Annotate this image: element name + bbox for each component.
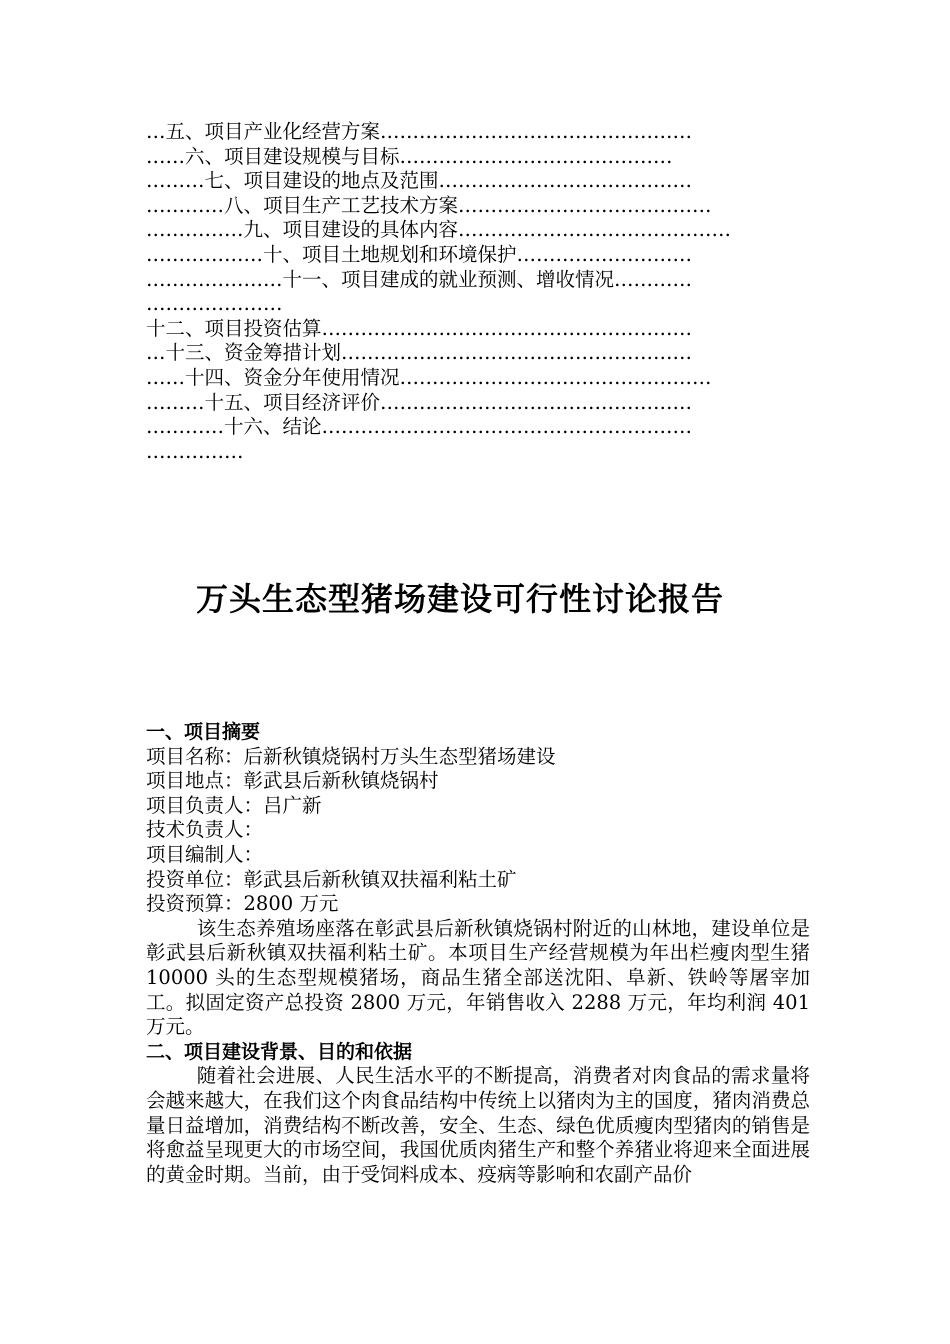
summary-field: 项目编制人： xyxy=(146,842,264,866)
summary-field: 投资单位：彰武县后新秋镇双扶福利粘土矿 xyxy=(146,867,517,891)
toc-line: …………… xyxy=(146,439,244,463)
summary-field: 技术负责人： xyxy=(146,818,264,842)
section-heading: 二、项目建设背景、目的和依据 xyxy=(146,1040,413,1063)
background-paragraph: 随着社会进展、人民生活水平的不断提高，消费者对肉食品的需求量将会越来越大，在我们这个肉食品结构中传统上以猪肉为主的国度，猪肉消费总量日益增加，消费结构不断改善，安全、生态、绿色优质瘦肉型猪肉的销售是将愈益呈现更大的市场空间，我国优质肉猪生产和整个养猪业将迎来全面进展的黄金时期。当前，由于受饲料成本、疫病等影响和农副产品价 xyxy=(146,1064,810,1186)
toc-line: ………………十、项目土地规划和环境保护……………………… xyxy=(146,242,693,266)
summary-field: 项目名称：后新秋镇烧锅村万头生态型猪场建设 xyxy=(146,744,556,768)
toc-line: …………………十一、项目建成的就业预测、增收情况………… xyxy=(146,267,693,291)
toc-line: ………七、项目建设的地点及范围………………………………… xyxy=(146,169,693,193)
toc-line: ……十四、资金分年使用情况………………………………………… xyxy=(146,365,712,389)
toc-line: ……………九、项目建设的具体内容…………………………………… xyxy=(146,218,732,242)
section-heading: 一、项目摘要 xyxy=(146,721,261,743)
document-body xyxy=(146,720,810,1187)
toc-line: ……六、项目建设规模与目标…………………………………… xyxy=(146,144,673,168)
toc-line: ………………… xyxy=(146,292,283,316)
toc-line: …………十六、结论………………………………………………… xyxy=(146,415,693,439)
toc-line: 十二、项目投资估算………………………………………………… xyxy=(146,316,693,340)
summary-field: 项目地点：彰武县后新秋镇烧锅村 xyxy=(146,769,439,793)
toc-line: …五、项目产业化经营方案………………………………………… xyxy=(146,120,693,143)
summary-field: 项目负责人：吕广新 xyxy=(146,793,322,817)
summary-paragraph: 该生态养殖场座落在彰武县后新秋镇烧锅村附近的山林地，建设单位是彰武县后新秋镇双扶福利粘土矿。本项目生产经营规模为年出栏瘦肉型生猪 10000 头的生态型规模猪场，商品生猪全部送沈阳、阜新、铁岭等屠宰加工。拟固定资产总投资 2800 万元，年销售收入 2288 万元，年均利润 401 万元。 xyxy=(146,916,810,1039)
table-of-contents xyxy=(146,120,806,464)
document-title: 万头生态型猪场建设可行性讨论报告 xyxy=(195,580,724,618)
toc-line: …………八、项目生产工艺技术方案………………………………… xyxy=(146,193,712,217)
toc-line: …十三、资金筹措计划……………………………………………… xyxy=(146,341,693,365)
toc-line: ………十五、项目经济评价………………………………………… xyxy=(146,390,693,414)
summary-field: 投资预算：2800 万元 xyxy=(146,892,339,916)
